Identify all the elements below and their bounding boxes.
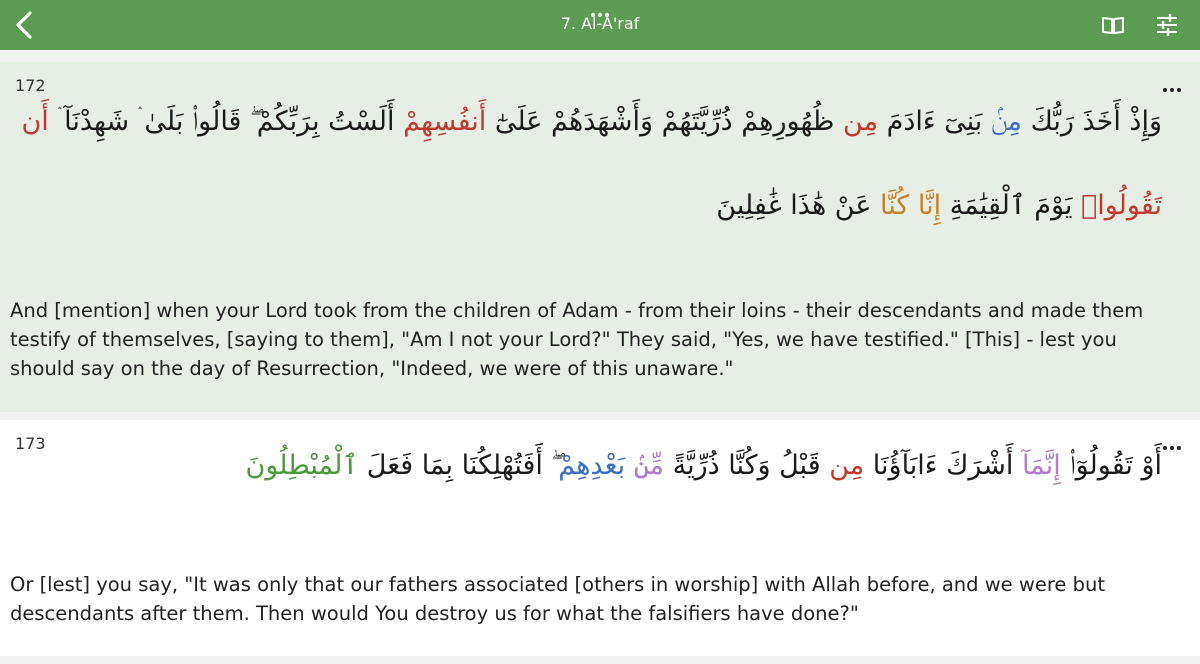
arabic-segment: ٱلْمُبْطِلُونَ xyxy=(245,450,359,481)
arabic-segment: تَقُولُوا۟ xyxy=(1081,190,1162,221)
settings-button[interactable] xyxy=(1154,12,1180,38)
arabic-segment: أَنفُسِهِمْ xyxy=(403,106,487,137)
arabic-segment: ظُهُورِهِمْ ذُرِّيَّتَهُمْ وَأَشْهَدَهُمْ عَلَىٰٓ xyxy=(486,106,844,137)
verse-number: 172 xyxy=(15,76,46,95)
arabic-segment: إِنَّمَآ xyxy=(1021,450,1061,481)
arabic-segment: ۖ أَفَتُهْلِكُنَا بِمَا فَعَلَ xyxy=(358,450,559,481)
mushaf-view-button[interactable] xyxy=(1100,12,1126,38)
sliders-icon xyxy=(1154,12,1180,38)
verse-card-173[interactable] xyxy=(0,420,1200,656)
more-dots-icon xyxy=(1160,85,1184,95)
verse-number: 173 xyxy=(15,434,46,453)
arabic-segment: أَشْرَكَ ءَابَآؤُنَا xyxy=(864,450,1022,481)
arabic-segment: بَعْدِهِمْ xyxy=(558,450,626,481)
arabic-segment: يَوْمَ ٱلْقِيَٰمَةِ xyxy=(941,190,1081,221)
verse-divider xyxy=(0,412,1200,420)
arabic-text-line xyxy=(32,450,1162,482)
arabic-segment: كُنَّا xyxy=(880,190,910,221)
arabic-segment: وَإِذْ أَخَذَ رَبُّكَ xyxy=(1022,106,1162,137)
back-button[interactable] xyxy=(6,6,42,44)
arabic-segment: مِنۢ xyxy=(990,106,1023,137)
header-menu-button[interactable] xyxy=(588,4,612,12)
arabic-segment: عَنْ هَٰذَا غَٰفِلِينَ xyxy=(716,190,881,221)
arabic-segment: أَوْ تَقُولُوٓا۟ xyxy=(1060,450,1162,481)
arabic-segment: أَلَسْتُ بِرَبِّكُمْ ۖ قَالُوا۟ بَلَىٰ ۛ شَهِدْنَآ ۛ xyxy=(48,106,404,137)
verse-translation: And [mention] when your Lord took from the children of Adam - from their loins - their descendants and made them testify of themselves, [saying to them], "Am I not your Lord?" They said, "Yes, we have testified." [This] - lest you should say on the day of Resurrection, "Indeed, we were of this unaware." xyxy=(10,299,1144,380)
book-icon xyxy=(1100,12,1126,38)
arabic-segment: بَنِىٓ ءَادَمَ xyxy=(878,106,991,137)
verse-card-172[interactable] xyxy=(0,62,1200,412)
top-app-bar xyxy=(0,0,1200,50)
chevron-left-icon xyxy=(13,10,35,40)
verse-options-button[interactable] xyxy=(1160,80,1184,90)
arabic-segment xyxy=(625,450,634,481)
verse-translation: Or [lest] you say, "It was only that our fathers associated [others in worship] with Allah before, and we were but descendants after them. Then would You destroy us for what the falsifiers have done?" xyxy=(10,573,1105,625)
arabic-segment: قَبْلُ وَكُنَّا ذُرِّيَّةً xyxy=(664,450,830,481)
arabic-text-line xyxy=(21,106,1162,138)
arabic-segment: مِن xyxy=(829,450,865,481)
arabic-segment: إِنَّا xyxy=(917,190,942,221)
header-gap xyxy=(0,50,1200,62)
more-dots-icon xyxy=(1160,443,1184,453)
arabic-text-line xyxy=(32,190,1162,221)
bottom-gap xyxy=(0,656,1200,664)
surah-title[interactable]: 7. Al-A'raf xyxy=(560,14,640,33)
verse-options-button[interactable] xyxy=(1160,438,1184,448)
arabic-segment: أَن xyxy=(21,106,49,137)
arabic-segment xyxy=(909,190,918,221)
arabic-segment: مِن xyxy=(843,106,879,137)
arabic-segment: مِّنۢ xyxy=(633,450,665,481)
